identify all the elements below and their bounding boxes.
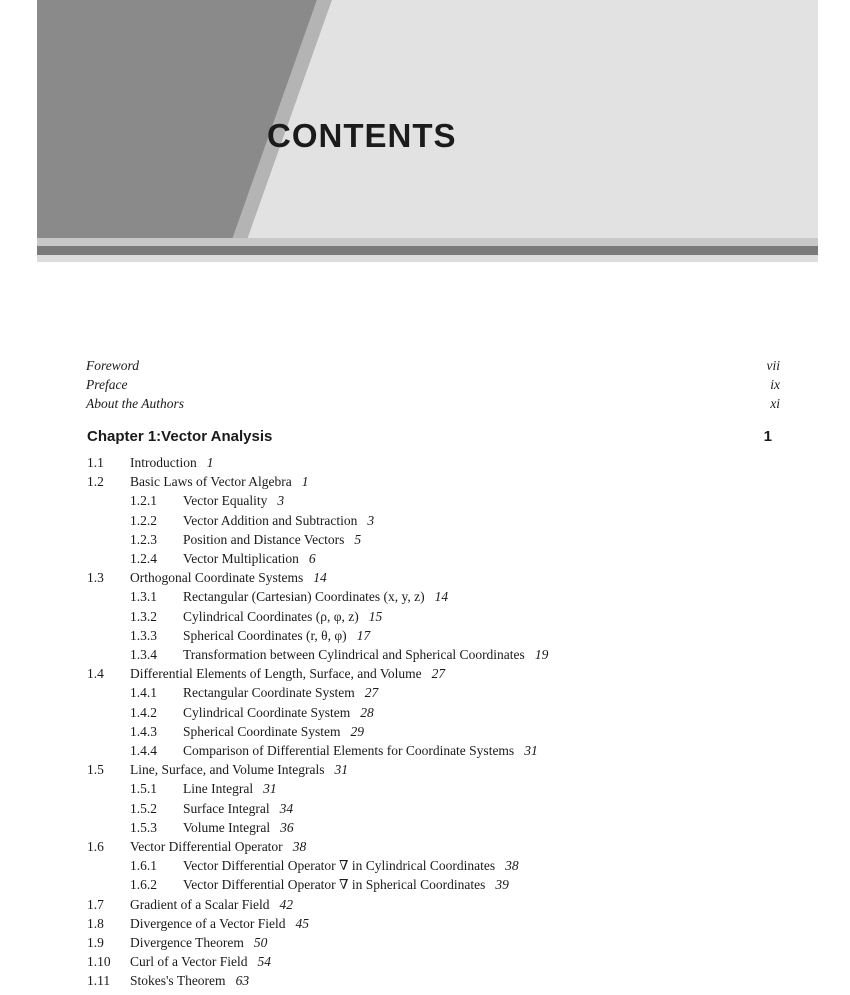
- front-matter-page: ix: [770, 377, 780, 392]
- toc-entry-title: Curl of a Vector Field: [130, 954, 248, 970]
- toc-entry-text: [183, 800, 293, 818]
- toc-entry-title: Vector Addition and Subtraction: [183, 512, 358, 528]
- toc-entry-number: 1.2: [87, 474, 104, 490]
- toc-entry-page: 14: [434, 589, 449, 605]
- toc-entry-page: 6: [308, 551, 316, 566]
- toc-entry-number: 1.6.1: [130, 858, 157, 874]
- toc-entry-page: 14: [313, 570, 327, 586]
- toc-entry-title: Comparison of Differential Elements for Coordinate Systems: [183, 743, 515, 758]
- toc-entry-title: Line, Surface, and Volume Integrals: [130, 762, 325, 778]
- toc-entry-title: Volume Integral: [183, 819, 271, 835]
- toc-entry-page: 34: [279, 800, 294, 816]
- toc-entry-page: 38: [505, 858, 519, 874]
- toc-entry-text: [183, 531, 361, 549]
- toc-entry-text: [130, 473, 308, 491]
- toc-entry-number: 1.2.3: [130, 531, 157, 547]
- toc-entry-title: Rectangular (Cartesian) Coordinates (x, y, z): [183, 589, 425, 605]
- toc-entry-text: [183, 742, 538, 760]
- toc-entry-title: Orthogonal Coordinate Systems: [130, 570, 304, 586]
- front-matter-item[interactable]: [86, 358, 780, 376]
- toc-entry-title: Introduction: [130, 455, 197, 470]
- toc-entry-text: [130, 934, 267, 952]
- toc-entry-title: Rectangular Coordinate System: [183, 685, 355, 701]
- toc-entry-number: 1.5: [87, 762, 104, 778]
- toc-entry-page: 1: [206, 455, 214, 470]
- toc-entry-page: 17: [356, 627, 371, 643]
- toc-entry-text: [183, 550, 316, 568]
- toc-entry-title: Basic Laws of Vector Algebra: [130, 474, 292, 490]
- toc-entry-text: [183, 492, 284, 510]
- toc-entry-text: [183, 723, 364, 741]
- toc-entry-title: Vector Multiplication: [183, 551, 299, 566]
- toc-entry-number: 1.3.3: [130, 627, 157, 643]
- toc-entry-title: Cylindrical Coordinate System: [183, 704, 351, 720]
- page-title: CONTENTS: [267, 117, 457, 154]
- front-matter-label: Foreword: [86, 358, 139, 373]
- toc-entry-number: 1.10: [87, 954, 111, 970]
- toc-entry-title: Divergence of a Vector Field: [130, 915, 286, 931]
- toc-entry-title: Cylindrical Coordinates (ρ, φ, z): [183, 608, 359, 624]
- front-matter-item[interactable]: [86, 396, 780, 414]
- toc-entry-page: 39: [495, 877, 509, 893]
- toc-entry-text: [130, 915, 309, 933]
- toc-entry-page: 31: [524, 743, 538, 758]
- chapter-heading[interactable]: [87, 428, 772, 445]
- toc-entry-text: [183, 819, 294, 837]
- toc-entry-number: 1.5.2: [130, 800, 157, 816]
- toc-entry-page: 31: [334, 762, 348, 778]
- toc-entry-title: Vector Differential Operator: [130, 839, 283, 854]
- toc-entry-page: 36: [280, 819, 294, 835]
- toc-entry-number: 1.5.3: [130, 819, 157, 835]
- toc-entry-number: 1.1: [87, 455, 104, 470]
- toc-entry-number: 1.4.2: [130, 704, 157, 720]
- toc-entry-page: 63: [235, 973, 250, 989]
- toc-entry-page: 31: [263, 781, 277, 797]
- toc-entry-page: 15: [368, 608, 383, 624]
- toc-entry-page: 1: [301, 474, 309, 490]
- toc-entry-number: 1.6.2: [130, 877, 157, 893]
- toc-entry-number: 1.6: [87, 839, 104, 854]
- toc-entry-title: Position and Distance Vectors: [183, 531, 345, 547]
- chapter-page: 1: [763, 428, 772, 445]
- toc-entry-text: [130, 953, 271, 971]
- toc-entry-number: 1.5.1: [130, 781, 157, 797]
- toc-entry-title: Differential Elements of Length, Surface, and Volume: [130, 666, 422, 682]
- toc-entry-number: 1.11: [87, 973, 111, 989]
- toc-entry-text: [130, 569, 327, 587]
- toc-entry-title: Stokes's Theorem: [130, 973, 226, 989]
- toc-entry-page: 19: [534, 647, 549, 662]
- toc-entry-page: 3: [277, 493, 285, 509]
- toc-entry-number: 1.4: [87, 666, 104, 682]
- front-matter-label: About the Authors: [86, 396, 185, 411]
- toc-entry-text: [130, 896, 293, 914]
- toc-entry-number: 1.7: [87, 896, 104, 912]
- toc-entry-page: 27: [364, 685, 379, 701]
- toc-entry-text: [130, 761, 348, 779]
- toc-entry-page: 42: [279, 896, 293, 912]
- toc-entry-text: [183, 780, 277, 798]
- toc-entry-page: 45: [295, 915, 309, 931]
- toc-entry-text: [183, 646, 548, 664]
- toc-entry-number: 1.3.2: [130, 608, 157, 624]
- toc-entry-number: 1.3: [87, 570, 104, 586]
- toc-entry-text: [183, 876, 509, 894]
- toc-entry-text: [183, 627, 370, 645]
- toc-entry-page: 54: [257, 954, 271, 970]
- toc-entry-page: 5: [354, 531, 362, 547]
- toc-entry-title: Vector Differential Operator ∇ in Spherical Coordinates: [183, 877, 486, 893]
- toc-entry-title: Vector Differential Operator ∇ in Cylindrical Coordinates: [183, 858, 496, 874]
- toc-entry-title: Divergence Theorem: [130, 935, 244, 950]
- toc-entry-number: 1.2.2: [130, 512, 157, 528]
- toc-entry-title: Gradient of a Scalar Field: [130, 896, 270, 912]
- toc-entry-text: [183, 512, 374, 530]
- toc-entry-page: 38: [292, 839, 307, 854]
- toc-entry-number: 1.2.1: [130, 493, 157, 509]
- toc-entry-title: Spherical Coordinates (r, θ, φ): [183, 627, 347, 643]
- toc-entry-text: [130, 972, 249, 990]
- toc-entry-text: [183, 588, 448, 606]
- toc-entry-number: 1.9: [87, 935, 104, 950]
- toc-entry-text: [130, 838, 306, 856]
- toc-entry-text: [183, 684, 378, 702]
- front-matter-item[interactable]: [86, 377, 780, 395]
- toc-entry-number: 1.3.4: [130, 647, 157, 662]
- front-matter-page: xi: [770, 396, 780, 411]
- toc-entry-page: 29: [350, 723, 364, 739]
- toc-entry-text: [183, 704, 374, 722]
- toc-entry-number: 1.8: [87, 915, 104, 931]
- toc-entry-title: Spherical Coordinate System: [183, 723, 341, 739]
- toc-entry-text: [183, 608, 382, 626]
- toc-entry-title: Transformation between Cylindrical and Spherical Coordinates: [183, 647, 525, 662]
- chapter-title: Chapter 1:Vector Analysis: [87, 428, 273, 445]
- toc-entry-page: 50: [253, 935, 268, 950]
- toc-entry-title: Vector Equality: [183, 493, 268, 509]
- toc-entry-text: [130, 665, 445, 683]
- toc-entry-text: [130, 454, 214, 472]
- toc-entry-number: 1.3.1: [130, 589, 157, 605]
- toc-entry-number: 1.2.4: [130, 551, 157, 566]
- toc-entry-title: Surface Integral: [183, 800, 270, 816]
- toc-entry-number: 1.4.4: [130, 743, 157, 758]
- toc-entry-number: 1.4.1: [130, 685, 157, 701]
- front-matter-page: vii: [766, 358, 780, 373]
- front-matter-label: Preface: [86, 377, 128, 392]
- toc-entry-page: 28: [360, 704, 374, 720]
- toc-entry-number: 1.4.3: [130, 723, 157, 739]
- toc-entry-page: 3: [367, 512, 375, 528]
- toc-entry-title: Line Integral: [183, 781, 254, 797]
- toc-entry-text: [183, 857, 519, 875]
- toc-entry-page: 27: [431, 666, 446, 682]
